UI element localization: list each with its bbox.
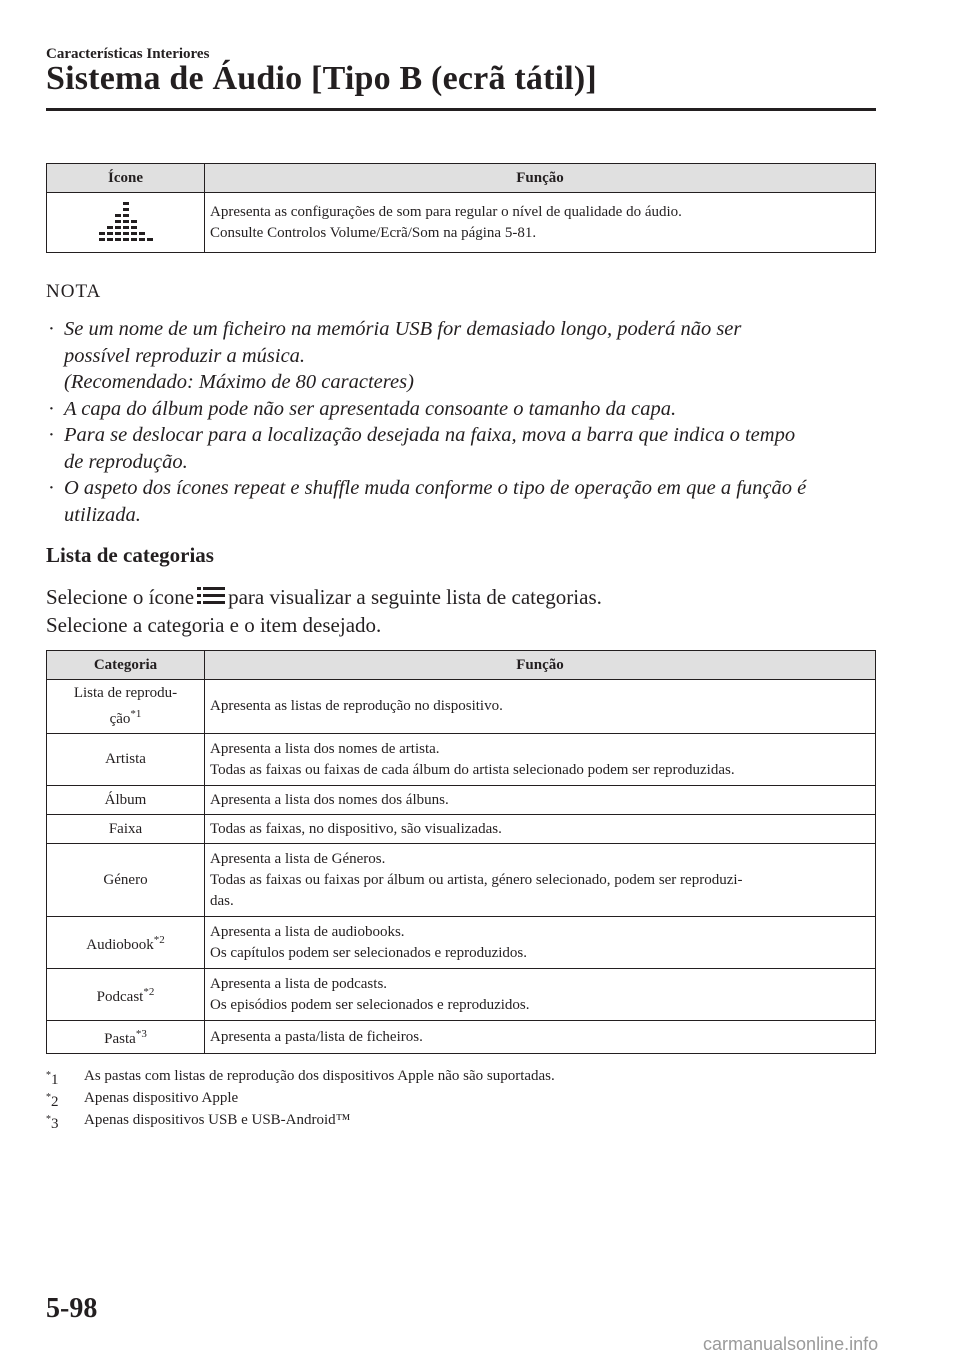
bullet: · (48, 397, 55, 420)
function-line: Todas as faixas ou faixas de cada álbum do artista selecionado podem ser reproduzidas. (210, 761, 735, 778)
table-row (47, 734, 876, 786)
nota-list (46, 316, 886, 528)
bullet: · (48, 424, 55, 446)
function-line: Apresenta a lista dos nomes dos álbuns. (210, 791, 449, 808)
footnote-number: 3 (51, 1116, 59, 1132)
category-cell (47, 815, 205, 844)
category-cell (47, 680, 205, 734)
category-name: Lista de reprodu- (73, 685, 178, 701)
equalizer-icon (98, 200, 154, 246)
function-line: das. (210, 892, 234, 909)
icon-function-line-1: Apresenta as configurações de som para regular o nível de qualidade do áudio. (210, 203, 682, 220)
table-row (47, 815, 876, 844)
footnote-star: * (46, 1092, 51, 1103)
footnote-mark (46, 1109, 59, 1135)
icon-table-header-icon: Ícone (47, 164, 205, 193)
footnote-number: 1 (51, 1072, 59, 1088)
categories-instruction-2: Selecione a categoria e o item desejado. (46, 613, 382, 637)
function-cell (205, 734, 876, 786)
footnote-ref: *3 (135, 1028, 147, 1040)
function-line: Apresenta a lista de audiobooks. (210, 923, 405, 940)
category-name: Álbum (104, 791, 147, 808)
nota-line: de reprodução. (64, 450, 188, 473)
nota-line: (Recomendado: Máximo de 80 caracteres) (64, 371, 414, 393)
footnote-text: Apenas dispositivos USB e USB-Android™ (84, 1112, 351, 1128)
function-line: Os episódios podem ser selecionados e reproduzidos. (210, 996, 530, 1013)
footnote-star: * (46, 1114, 51, 1125)
icon-function-cell (205, 193, 876, 253)
category-cell (47, 786, 205, 815)
function-cell (205, 786, 876, 815)
function-line: Os capítulos podem ser selecionados e reproduzidos. (210, 944, 527, 961)
function-line: Apresenta a lista dos nomes de artista. (210, 740, 440, 757)
function-line: Todas as faixas ou faixas por álbum ou artista, género selecionado, podem ser reproduzi- (210, 871, 743, 888)
nota-line: Se um nome de um ficheiro na memória USB for demasiado longo, poderá não ser (64, 318, 742, 340)
category-table-header-function: Função (205, 651, 876, 680)
nota-line: utilizada. (64, 503, 141, 526)
bullet: · (48, 318, 55, 340)
function-cell (205, 969, 876, 1021)
footnote (46, 1065, 555, 1087)
title-rule (46, 108, 876, 111)
footnote (46, 1087, 555, 1109)
function-cell (205, 680, 876, 734)
footnotes (46, 1065, 555, 1131)
icon-function-line-2: Consulte Controlos Volume/Ecrã/Som na página 5-81. (210, 224, 537, 241)
nota-item (46, 422, 886, 475)
table-row (47, 917, 876, 969)
categories-heading: Lista de categorias (46, 543, 214, 567)
function-cell (205, 815, 876, 844)
function-cell (205, 844, 876, 917)
page-number: 5-98 (46, 1293, 98, 1324)
nota-line: possível reproduzir a música. (64, 344, 306, 367)
nota-item (46, 475, 886, 528)
icon-table-header-row (47, 164, 876, 193)
category-name-part: ção (109, 711, 131, 727)
category-name: Audiobook (86, 936, 154, 953)
nota-line: O aspeto dos ícones repeat e shuffle muda conforme o tipo de operação em que a função é (64, 477, 807, 499)
category-table (46, 650, 876, 1054)
icon-cell (47, 193, 205, 253)
nota-item (46, 396, 886, 423)
instruction-text-before: Selecione o ícone (46, 585, 195, 609)
category-name: Pasta (104, 1031, 136, 1047)
function-line: Apresenta a lista de podcasts. (210, 975, 388, 992)
footnote-ref: *2 (153, 933, 165, 946)
footnote-number: 2 (51, 1094, 59, 1110)
category-cell (47, 1021, 205, 1054)
nota-title: NOTA (46, 281, 102, 302)
table-row (47, 969, 876, 1021)
category-table-header-category: Categoria (47, 651, 205, 680)
nota-line: A capa do álbum pode não ser apresentada consoante o tamanho da capa. (64, 397, 677, 420)
table-row (47, 680, 876, 734)
footnote-ref: *1 (130, 708, 142, 720)
function-line: Apresenta as listas de reprodução no dispositivo. (210, 698, 503, 714)
category-table-header-row (47, 651, 876, 680)
category-name-cont (52, 704, 199, 730)
list-icon (197, 586, 225, 606)
category-name: Género (103, 871, 148, 888)
category-cell (47, 917, 205, 969)
footnote-star: * (46, 1070, 51, 1081)
page-title: Sistema de Áudio [Tipo B (ecrã tátil)] (46, 60, 597, 97)
icon-table-row (47, 193, 876, 253)
category-name: Artista (105, 751, 146, 767)
watermark: carmanualsonline.info (703, 1334, 879, 1354)
nota-line: Para se deslocar para a localização desejada na faixa, mova a barra que indica o tempo (64, 424, 796, 446)
nota-item (46, 316, 886, 396)
bullet: · (48, 477, 55, 499)
categories-instruction (46, 585, 602, 610)
function-cell (205, 917, 876, 969)
instruction-text-after: para visualizar a seguinte lista de categorias. (228, 585, 602, 609)
category-cell (47, 969, 205, 1021)
section-label: Características Interiores (46, 46, 210, 62)
function-line: Todas as faixas, no dispositivo, são visualizadas. (210, 820, 502, 837)
icon-function-table (46, 163, 876, 253)
function-line: Apresenta a lista de Géneros. (210, 850, 386, 867)
category-name: Podcast (96, 988, 144, 1005)
function-line: Apresenta a pasta/lista de ficheiros. (210, 1028, 423, 1045)
category-cell (47, 734, 205, 786)
footnote-ref: *2 (143, 985, 155, 998)
category-cell (47, 844, 205, 917)
icon-table-header-function: Função (205, 164, 876, 193)
footnote-text: Apenas dispositivo Apple (84, 1090, 239, 1106)
table-row (47, 1021, 876, 1054)
table-row (47, 844, 876, 917)
category-name: Faixa (108, 820, 143, 837)
footnote-text: As pastas com listas de reprodução dos dispositivos Apple não são suportadas. (84, 1068, 555, 1084)
footnote (46, 1109, 555, 1131)
function-cell (205, 1021, 876, 1054)
table-row (47, 786, 876, 815)
